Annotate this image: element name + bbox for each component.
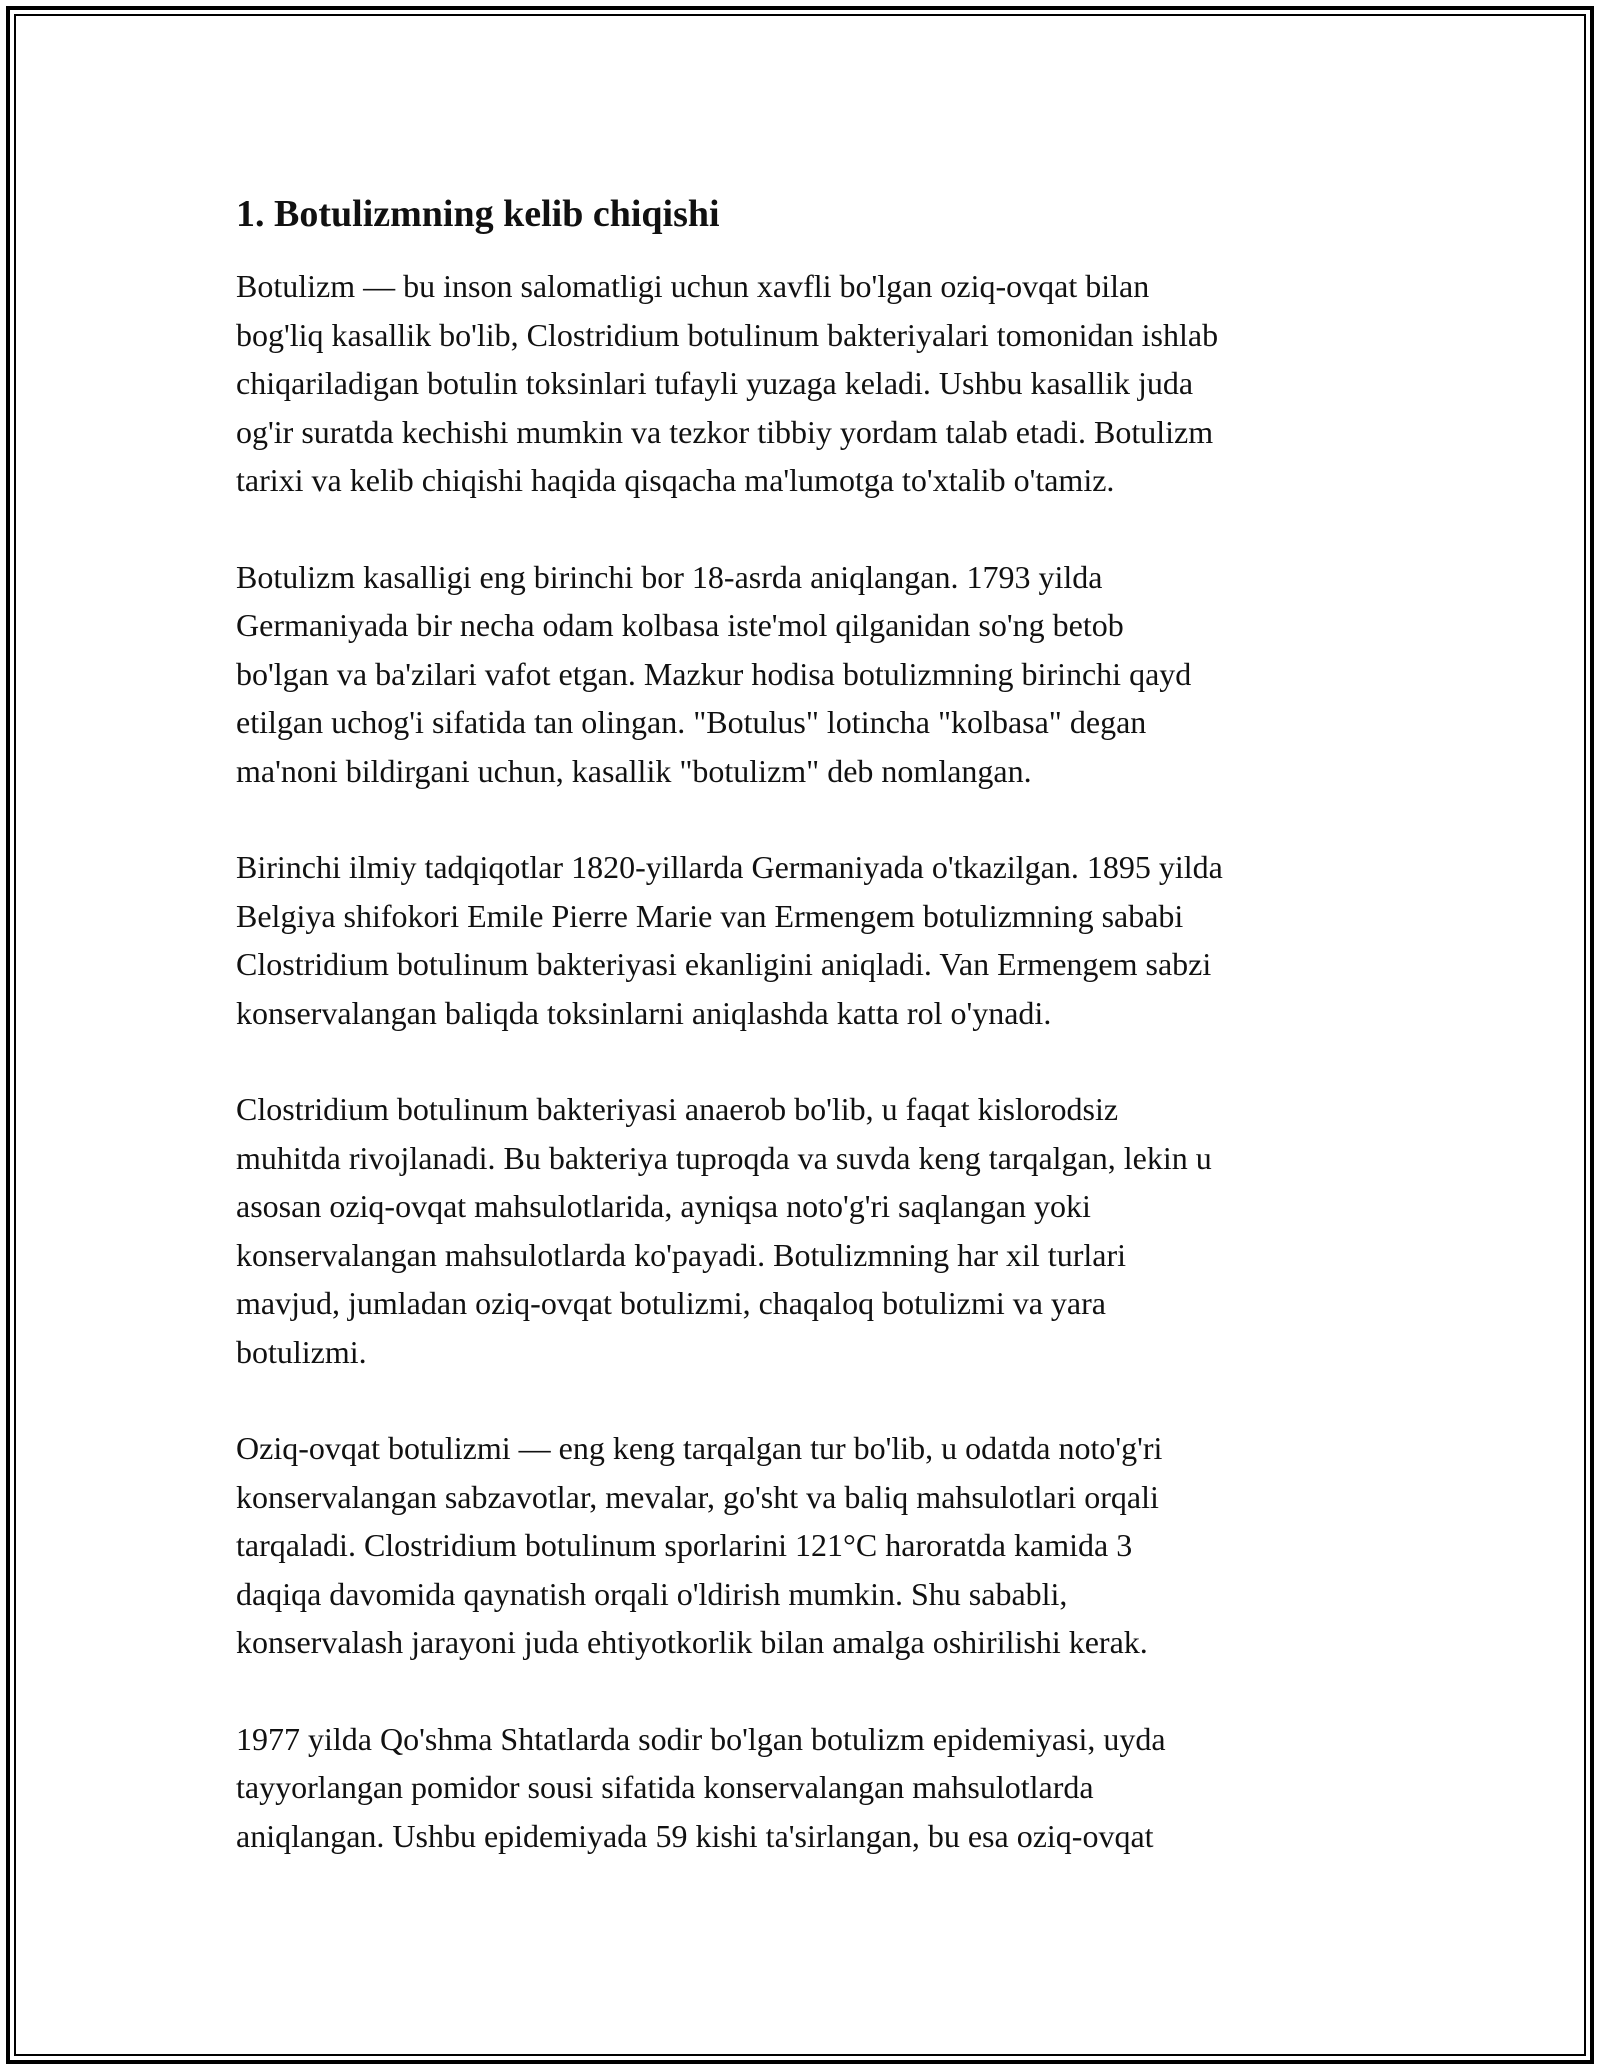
paragraph-6 <box>236 1715 1386 1861</box>
paragraph-line: botulizmi. <box>236 1333 367 1370</box>
paragraph-line: etilgan uchog'i sifatida tan olingan. "Botulus" lotincha "kolbasa" degan <box>236 704 1147 740</box>
paragraph-line: konservalash jarayoni juda ehtiyotkorlik bilan amalga oshirilishi kerak. <box>236 1624 1148 1660</box>
paragraph-line: bog'liq kasallik bo'lib, Clostridium botulinum bakteriyalari tomonidan ishlab <box>236 316 1219 353</box>
paragraph-line: konservalangan baliqda toksinlarni aniqlashda katta rol o'ynadi. <box>236 994 1052 1031</box>
paragraph-line: konservalangan mahsulotlarda ko'payadi. Botulizmning har xil turlari <box>236 1236 1126 1273</box>
paragraph-line: ma'noni bildirgani uchun, kasallik "botulizm" deb nomlangan. <box>236 752 1032 789</box>
paragraph-line: 1977 yilda Qo'shma Shtatlarda sodir bo'lgan botulizm epidemiyasi, uyda <box>236 1720 1166 1757</box>
paragraph-line: Oziq-ovqat botulizmi — eng keng tarqalgan tur bo'lib, u odatda noto'g'ri <box>236 1430 1163 1466</box>
paragraph-line: tarqaladi. Clostridium botulinum sporlarini 121°C haroratda kamida 3 <box>236 1527 1133 1563</box>
paragraph-1 <box>236 262 1386 505</box>
paragraph-line: aniqlangan. Ushbu epidemiyada 59 kishi ta'sirlangan, bu esa oziq-ovqat <box>236 1817 1154 1854</box>
paragraph-line: tayyorlangan pomidor sousi sifatida konservalangan mahsulotlarda <box>236 1769 1094 1805</box>
paragraph-line: Belgiya shifokori Emile Pierre Marie van Ermengem botulizmning sababi <box>236 897 1184 934</box>
paragraph-line: mavjud, jumladan oziq-ovqat botulizmi, chaqaloq botulizmi va yara <box>236 1285 1106 1321</box>
paragraph-line: Clostridium botulinum bakteriyasi ekanligini aniqladi. Van Ermengem sabzi <box>236 946 1212 982</box>
paragraph-line: asosan oziq-ovqat mahsulotlarida, ayniqsa noto'g'ri saqlangan yoki <box>236 1188 1091 1224</box>
paragraph-line: tarixi va kelib chiqishi haqida qisqacha ma'lumotga to'xtalib o'tamiz. <box>236 462 1115 498</box>
paragraph-line: Clostridium botulinum bakteriyasi anaerob bo'lib, u faqat kislorodsiz <box>236 1091 1119 1127</box>
paragraph-3 <box>236 843 1386 1037</box>
paragraph-line: bo'lgan va ba'zilari vafot etgan. Mazkur hodisa botulizmning birinchi qayd <box>236 655 1192 692</box>
paragraph-line: chiqariladigan botulin toksinlari tufayli yuzaga keladi. Ushbu kasallik juda <box>236 365 1194 401</box>
document-page <box>236 186 1386 1908</box>
paragraph-line: daqiqa davomida qaynatish orqali o'ldirish mumkin. Shu sababli, <box>236 1575 1068 1612</box>
paragraph-line: muhitda rivojlanadi. Bu bakteriya tuproqda va suvda keng tarqalgan, lekin u <box>236 1139 1212 1176</box>
paragraph-line: Birinchi ilmiy tadqiqotlar 1820-yillarda Germaniyada o'tkazilgan. 1895 yilda <box>236 849 1223 885</box>
paragraph-line: Botulizm — bu inson salomatligi uchun xavfli bo'lgan oziq-ovqat bilan <box>236 268 1150 304</box>
section-heading: 1. Botulizmning kelib chiqishi <box>236 193 720 235</box>
paragraph-line: Germaniyada bir necha odam kolbasa iste'mol qilganidan so'ng betob <box>236 607 1124 643</box>
paragraph-5 <box>236 1424 1386 1667</box>
paragraph-line: og'ir suratda kechishi mumkin va tezkor tibbiy yordam talab etadi. Botulizm <box>236 413 1214 450</box>
paragraph-line: konservalangan sabzavotlar, mevalar, go'sht va baliq mahsulotlari orqali <box>236 1478 1159 1515</box>
paragraph-2 <box>236 553 1386 796</box>
paragraph-4 <box>236 1085 1386 1376</box>
paragraph-line: Botulizm kasalligi eng birinchi bor 18-asrda aniqlangan. 1793 yilda <box>236 558 1103 595</box>
